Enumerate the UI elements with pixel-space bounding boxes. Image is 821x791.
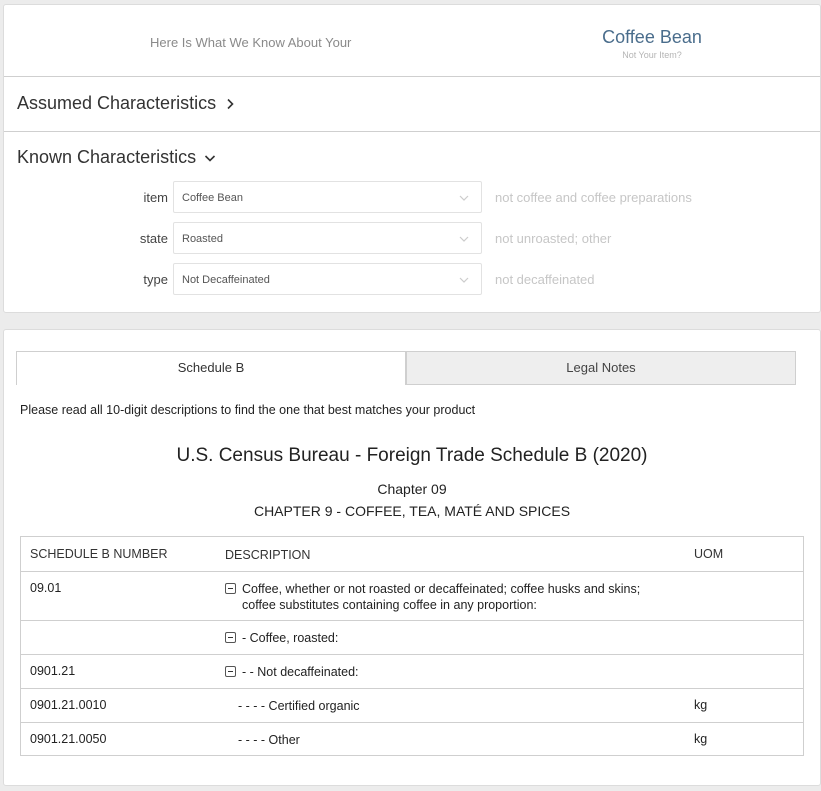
table-header-row bbox=[21, 537, 803, 571]
characteristic-label: type bbox=[143, 272, 168, 287]
chevron-down-icon bbox=[204, 152, 216, 164]
characteristic-row-item bbox=[4, 181, 820, 213]
known-characteristics-label: Known Characteristics bbox=[17, 147, 197, 167]
uom-value: kg bbox=[694, 732, 708, 746]
characteristic-row-type bbox=[4, 263, 820, 295]
section-divider bbox=[4, 131, 820, 132]
item-summary-header bbox=[4, 5, 820, 77]
type-select-value: Not Decaffeinated bbox=[182, 274, 270, 286]
caret-down-icon bbox=[459, 235, 469, 243]
chevron-right-icon bbox=[224, 98, 236, 110]
caret-down-icon bbox=[459, 194, 469, 202]
collapse-icon[interactable] bbox=[225, 632, 236, 643]
state-select-value: Roasted bbox=[182, 233, 223, 245]
state-select[interactable] bbox=[173, 222, 482, 254]
characteristic-note: not unroasted; other bbox=[495, 231, 612, 246]
characteristics-card bbox=[3, 4, 821, 313]
characteristic-note: not decaffeinated bbox=[495, 272, 595, 287]
tab-schedule-b[interactable]: Schedule B bbox=[16, 351, 406, 385]
assumed-characteristics-toggle[interactable] bbox=[17, 93, 236, 114]
characteristic-note: not coffee and coffee preparations bbox=[495, 190, 692, 205]
column-header-number: SCHEDULE B NUMBER bbox=[30, 547, 168, 561]
description-text: - - Not decaffeinated: bbox=[242, 665, 359, 679]
description-cell bbox=[225, 630, 665, 646]
chapter-label: Chapter 09 bbox=[377, 481, 447, 497]
table-row bbox=[21, 654, 803, 688]
item-select[interactable] bbox=[173, 181, 482, 213]
collapse-icon[interactable] bbox=[225, 666, 236, 677]
instructions-text: Please read all 10-digit descriptions to find the one that best matches your product bbox=[20, 403, 476, 417]
tab-legal-notes[interactable]: Legal Notes bbox=[406, 351, 796, 385]
schedule-number: 0901.21 bbox=[30, 664, 76, 678]
type-select[interactable] bbox=[173, 263, 482, 295]
description-text: Coffee, whether or not roasted or decaffeinated; coffee husks and skins; coffee substitutes containing coffee in any proportion: bbox=[242, 582, 641, 612]
description-text: - - - - Other bbox=[238, 733, 300, 747]
column-header-uom: UOM bbox=[694, 547, 724, 561]
item-name: Coffee Bean bbox=[602, 27, 702, 47]
description-text: - Coffee, roasted: bbox=[242, 631, 339, 645]
item-select-value: Coffee Bean bbox=[182, 192, 243, 204]
description-text: - - - - Certified organic bbox=[238, 699, 360, 713]
schedule-number: 0901.21.0010 bbox=[30, 698, 107, 712]
schedule-b-table bbox=[20, 536, 804, 756]
schedule-number: 09.01 bbox=[30, 581, 62, 595]
schedule-number: 0901.21.0050 bbox=[30, 732, 107, 746]
chapter-title: CHAPTER 9 - COFFEE, TEA, MATÉ AND SPICES bbox=[253, 503, 571, 519]
characteristic-label: item bbox=[143, 190, 168, 205]
collapse-icon[interactable] bbox=[225, 583, 236, 594]
characteristic-label: state bbox=[139, 231, 168, 246]
table-row bbox=[21, 722, 803, 755]
table-row bbox=[21, 620, 803, 654]
schedule-card bbox=[3, 329, 821, 786]
column-header-description: DESCRIPTION bbox=[225, 548, 311, 562]
known-characteristics-toggle[interactable] bbox=[17, 147, 216, 168]
assumed-characteristics-label: Assumed Characteristics bbox=[17, 93, 217, 113]
caret-down-icon bbox=[459, 276, 469, 284]
uom-value: kg bbox=[694, 698, 708, 712]
intro-text: Here Is What We Know About Your bbox=[150, 35, 352, 50]
description-cell bbox=[225, 664, 665, 680]
characteristic-row-state bbox=[4, 222, 820, 254]
document-title: U.S. Census Bureau - Foreign Trade Schedule B (2020) bbox=[176, 445, 648, 466]
table-row bbox=[21, 571, 803, 620]
not-your-item-link[interactable]: Not Your Item? bbox=[622, 50, 682, 60]
table-row bbox=[21, 688, 803, 722]
description-cell bbox=[225, 581, 665, 613]
